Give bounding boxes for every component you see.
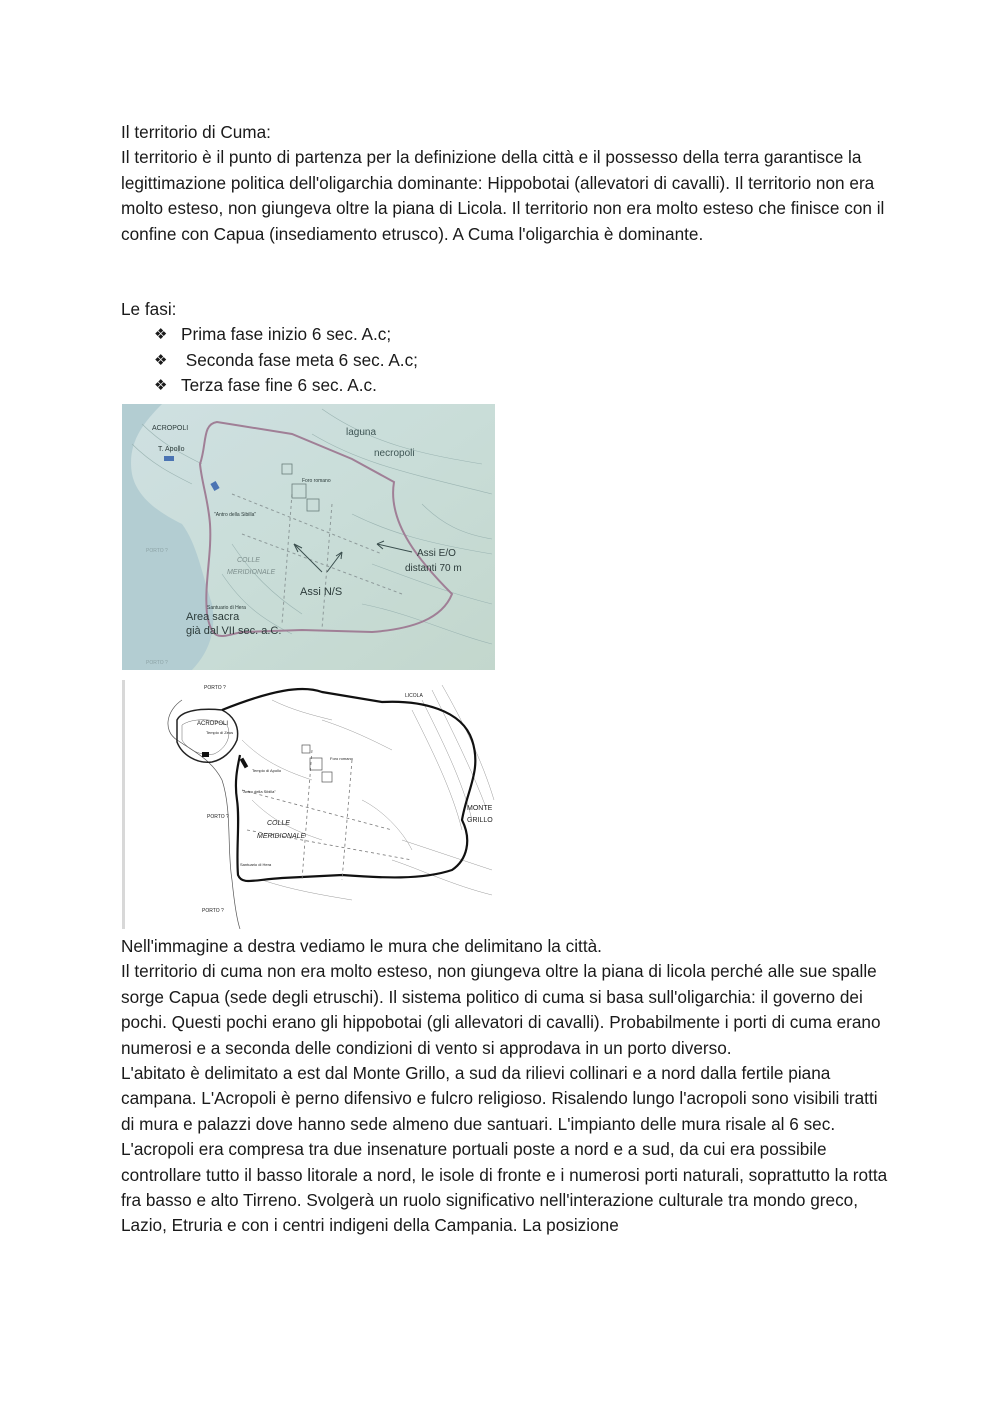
map-label: Foro romano — [302, 478, 331, 484]
map-label: Foro romano — [330, 756, 353, 761]
diamond-bullet-icon: ❖ — [154, 326, 168, 344]
body-paragraph: L'abitato è delimitato a est dal Monte Grillo, a sud da rilievi collinari e a nord dalla fertile piana campana. L'Acropoli è perno difensivo e fulcro religioso. Risalendo lungo l'acropoli sono visibili tratti di mura e palazzi dove hanno sede almeno due santuari. L'impianto delle mura risale al 6 sec. — [121, 1063, 878, 1134]
map-label: MONTE — [467, 805, 493, 812]
list-item-text: Prima fase inizio 6 sec. A.c; — [181, 324, 392, 345]
body-paragraph: Nell'immagine a destra vediamo le mura che delimitano la città. — [121, 936, 602, 956]
diamond-bullet-icon: ❖ — [154, 377, 168, 395]
map-label: Santuario di Hera — [240, 862, 272, 867]
list-item — [121, 348, 891, 373]
map-label: Tempio di Apollo — [252, 768, 282, 773]
cuma-map-plan — [122, 680, 495, 929]
map-label: ACROPOLI — [197, 721, 229, 727]
map-label: Assi E/O — [417, 548, 456, 559]
map-label: COLLE — [267, 820, 290, 827]
map-label: laguna — [346, 427, 377, 438]
intro-section — [121, 120, 891, 247]
map-label: già dal VII sec. a.C. — [186, 625, 282, 637]
section-heading: Il territorio di Cuma: — [121, 122, 271, 142]
body-section — [121, 934, 891, 1239]
list-item — [121, 322, 891, 347]
list-item — [121, 373, 891, 398]
map-label: PORTO ? — [204, 685, 226, 691]
intro-paragraph: Il territorio è il punto di partenza per la definizione della città e il possesso della terra garantisce la legittimazione politica dell'oligarchia dominante: Hippobotai (allevatori di cavalli). Il territorio non era molto esteso, non giungeva oltre la piana di Licola. Il territorio non era molto esteso che finisce con il confine con Capua (insediamento etrusco). A Cuma l'oligarchia è dominante. — [121, 147, 885, 244]
map-label: necropoli — [374, 448, 415, 459]
map-label: Santuario di Hera — [207, 605, 246, 611]
cuma-map-photo — [122, 404, 495, 670]
map-label: "Antro della Sibilla" — [214, 512, 257, 518]
map-label: GRILLO — [467, 817, 493, 824]
map-label: Assi N/S — [300, 586, 343, 598]
map-label: PORTO ? — [146, 548, 168, 554]
map-label: MERIDIONALE — [227, 569, 276, 576]
map-label: PORTO ? — [202, 908, 224, 914]
temple-marker — [164, 456, 174, 461]
map-label: T. Apollo — [158, 446, 185, 453]
phases-heading: Le fasi: — [121, 299, 177, 319]
map-label: LICOLA — [405, 693, 423, 699]
map-label: COLLE — [237, 557, 260, 564]
diamond-bullet-icon: ❖ — [154, 351, 168, 369]
body-paragraph: Il territorio di cuma non era molto esteso, non giungeva oltre la piana di licola perché alle sue spalle sorge Capua (sede degli etruschi). Il sistema politico di cuma si basa sull'oligarchia: il governo dei pochi. Questi pochi erano gli hippobotai (gli allevatori di cavalli). Probabilmente i porti di cuma erano numerosi e a seconda delle condizioni di vento si approdava in un porto diverso. — [121, 961, 881, 1058]
map-label: "Antro della Sibilla" — [242, 789, 276, 794]
phases-list — [121, 322, 891, 398]
map-label: Area sacra — [186, 611, 240, 623]
body-paragraph: L'acropoli era compresa tra due insenature portuali poste a nord e a sud, da cui era possibile controllare tutto il basso litorale a nord, le isole di fronte e i numerosi porti naturali, soprattutto la rotta fra basso e alto Tirreno. Svolgerà un ruolo significativo nell'interazione culturale tra mondo greco, Lazio, Etruria e con i centri indigeni della Campania. La posizione — [121, 1139, 888, 1236]
map-label: ACROPOLI — [152, 425, 189, 432]
list-item-text: Seconda fase meta 6 sec. A.c; — [181, 349, 418, 370]
list-item-text: Terza fase fine 6 sec. A.c. — [181, 375, 377, 396]
map-label: distanti 70 m — [405, 563, 462, 574]
map-label: Tempio di Zeus — [206, 730, 234, 735]
map-label: PORTO ? — [146, 660, 168, 666]
map-label: MERIDIONALE — [257, 833, 306, 840]
phases-section — [121, 297, 891, 399]
map-label: PORTO ? — [207, 814, 229, 820]
